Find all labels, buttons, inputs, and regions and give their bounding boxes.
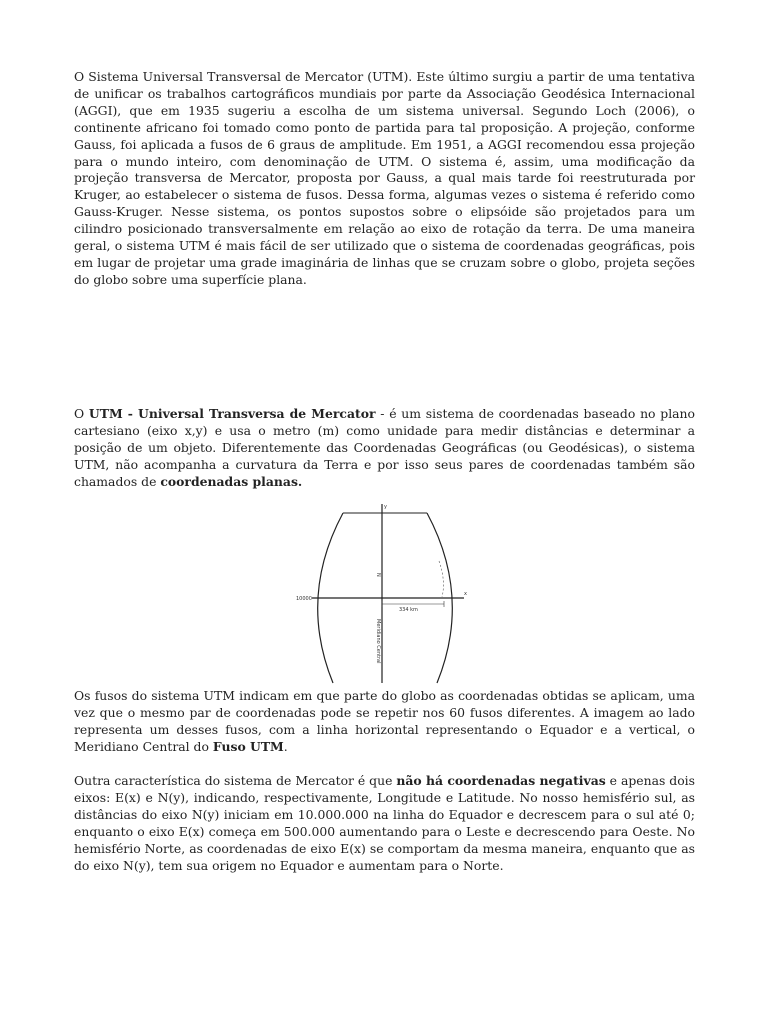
- p4-text-start: Outra característica do sistema de Mercator é que: [74, 773, 397, 788]
- equator-left-label: 10000: [296, 596, 312, 602]
- paragraph-utm-coordinates: [74, 773, 695, 874]
- n-label: N: [375, 573, 381, 577]
- y-axis-label: y: [384, 504, 387, 510]
- p3-text: Os fusos do sistema UTM indicam em que parte do globo as coordenadas obtidas se aplicam, uma vez que o mesmo par de coordenadas pode se repetir nos 60 fusos diferentes. A imagem ao lado representa um desses fusos, com a linha horizontal representando o Equador e a vertical, o Meridiano Central do: [74, 688, 695, 754]
- p3-text-end: .: [283, 738, 288, 754]
- p4-bold-negativas: não há coordenadas negativas: [396, 773, 606, 788]
- utm-zone-figure: [294, 501, 474, 685]
- paragraph-utm-definition: [74, 406, 695, 491]
- p4-text-end: e apenas dois eixos: E(x) e N(y), indicando, respectivamente, Longitude e Latitude. No nosso hemisfério sul, as distâncias do eixo N(y) iniciam em 10.000.000 na linha do Equador e decrescem para o sul até 0; enquanto o eixo E(x) começa em 500.000 aumentando para o Leste e decrescendo para Oeste. No hemisfério Norte, as coordenadas de eixo E(x) se comportam da mesma maneira, enquanto que as do eixo N(y), tem sua origem no Equador e aumentam para o Norte.: [74, 773, 695, 873]
- x-axis-label: x: [464, 591, 467, 597]
- p2-text-start: O: [74, 406, 89, 421]
- p2-text-middle: - é um sistema de coordenadas baseado no plano cartesiano (eixo x,y) e usa o metro (m) como unidade para medir distâncias e determinar a posição de um objeto. Diferentemente das Coordenadas Geográficas (ou Geodésicas), o sistema UTM, não acompanha a curvatura da Terra e por isso seus pares de coordenadas também são chamados de: [74, 406, 695, 489]
- p3-bold-fuso: Fuso UTM: [212, 738, 284, 754]
- inner-right-curve: [439, 561, 443, 597]
- paragraph-utm-history: O Sistema Universal Transversal de Mercator (UTM). Este último surgiu a partir de uma tentativa de unificar os trabalhos cartográficos mundiais por parte da Associação Geodésica Internacional (AGGI), que em 1935 sugeriu a escolha de um sistema universal. Segundo Loch (2006), o continente africano foi tomado como ponto de partida para tal proposição. A projeção, conforme Gauss, foi aplicada a fusos de 6 graus de amplitude. Em 1951, a AGGI recomendou essa projeção para o mundo inteiro, com denominação de UTM. O sistema é, assim, uma modificação da projeção transversa de Mercator, proposta por Gauss, a qual mais tarde foi reestruturada por Kruger, ao estabelecer o sistema de fusos. Dessa forma, algumas vezes o sistema é referido como Gauss-Kruger. Nesse sistema, os pontos supostos sobre o elipsóide são projetados para um cilindro posicionado transversalmente em relação ao eixo de rotação da terra. De uma maneira geral, o sistema UTM é mais fácil de ser utilizado que o sistema de coordenadas geográficas, pois em lugar de projetar uma grade imaginária de linhas que se cruzam sobre o globo, projeta seções do globo sobre uma superfície plana.: [74, 69, 695, 287]
- meridian-label: Meridiano Central: [375, 619, 381, 664]
- p2-bold-coordenadas: coordenadas planas.: [160, 473, 303, 489]
- distance-label: 334 km: [399, 607, 418, 613]
- p2-bold-utm: UTM - Universal Transversa de Mercator: [88, 406, 376, 421]
- paragraph-utm-zones: [74, 688, 695, 756]
